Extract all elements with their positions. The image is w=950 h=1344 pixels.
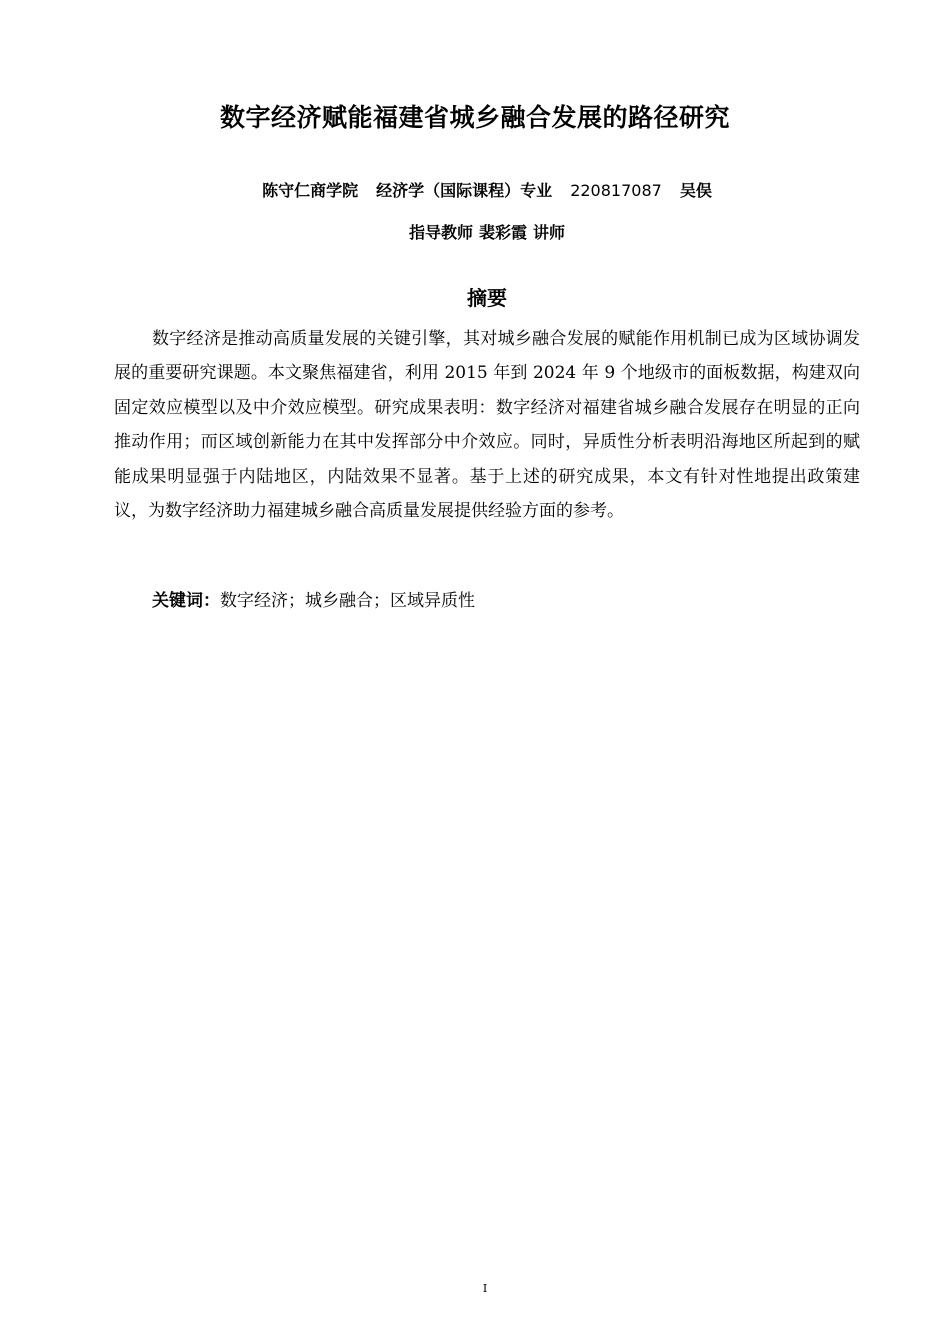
keywords-label: 关键词：: [152, 591, 220, 611]
advisor-label: 指导教师: [408, 223, 473, 242]
keywords-list: 数字经济；城乡融合；区域异质性: [220, 591, 475, 611]
paper-title: 数字经济赋能福建省城乡融合发展的路径研究: [219, 103, 730, 132]
author-line: [0, 178, 950, 201]
author-school: 陈守仁商学院: [262, 181, 359, 200]
keywords-line: [152, 588, 475, 614]
abstract-heading: 摘要: [467, 286, 507, 310]
advisor-line: [0, 220, 950, 243]
advisor-name: 裴彩霞: [478, 223, 527, 242]
advisor-rank: 讲师: [533, 223, 566, 242]
author-major: 经济学（国际课程）专业: [376, 181, 553, 200]
abstract-body: 数字经济是推动高质量发展的关键引擎，其对城乡融合发展的赋能作用机制已成为区域协调发展的重要研究课题。本文聚焦福建省，利用 2015 年到 2024 年 9 个地级市的面板数据，构建双向固定效应模型以及中介效应模型。研究成果表明：数字经济对福建省城乡融合发展存在明显的正向推动作用；而区域创新能力在其中发挥部分中介效应。同时，异质性分析表明沿海地区所起到的赋能成果明显强于内陆地区，内陆效果不显著。基于上述的研究成果，本文有针对性地提出政策建议，为数字经济助力福建城乡融合高质量发展提供经验方面的参考。: [114, 329, 860, 522]
author-name: 吴俣: [679, 181, 712, 200]
author-student-id: 220817087: [570, 181, 662, 200]
page-number: I: [482, 1282, 488, 1295]
